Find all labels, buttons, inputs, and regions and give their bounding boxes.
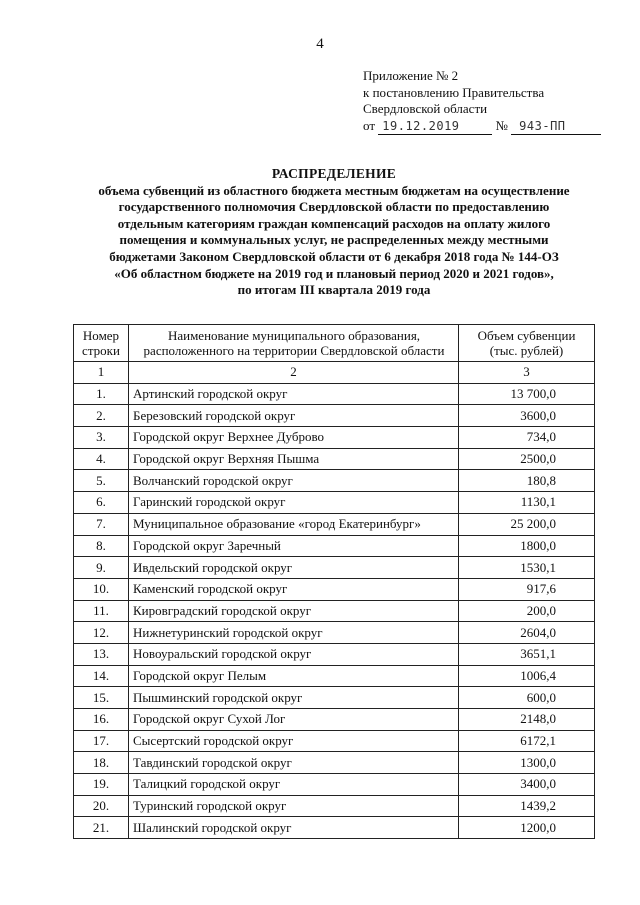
subsidy-amount-cell: 1006,4 bbox=[459, 665, 595, 687]
table-row bbox=[74, 687, 595, 709]
subsidy-amount-cell: 2500,0 bbox=[459, 448, 595, 470]
municipality-cell: Городской округ Верхняя Пышма bbox=[129, 448, 459, 470]
row-number-cell: 20. bbox=[74, 795, 129, 817]
header-row-number bbox=[74, 325, 129, 362]
subsidy-amount-cell: 1530,1 bbox=[459, 557, 595, 579]
subsidy-amount-cell: 3651,1 bbox=[459, 643, 595, 665]
subsidy-amount-cell: 1800,0 bbox=[459, 535, 595, 557]
title-heading: РАСПРЕДЕЛЕНИЕ bbox=[271, 166, 397, 181]
municipality-cell: Кировградский городской округ bbox=[129, 600, 459, 622]
row-number-cell: 21. bbox=[74, 817, 129, 839]
municipality-cell: Каменский городской округ bbox=[129, 578, 459, 600]
subsidy-amount-cell: 180,8 bbox=[459, 470, 595, 492]
table-row bbox=[74, 535, 595, 557]
municipality-cell: Нижнетуринский городской округ bbox=[129, 622, 459, 644]
header-text: строки bbox=[82, 343, 120, 358]
subsidy-amount-cell: 3600,0 bbox=[459, 405, 595, 427]
table-row bbox=[74, 622, 595, 644]
subsidy-amount-cell: 13 700,0 bbox=[459, 383, 595, 405]
table-row bbox=[74, 427, 595, 449]
row-number-cell: 18. bbox=[74, 752, 129, 774]
number-prefix: № bbox=[495, 117, 508, 133]
row-number-cell: 5. bbox=[74, 470, 129, 492]
title-line: объема субвенций из областного бюджета местным бюджетам на осуществление bbox=[98, 182, 570, 198]
subsidy-table bbox=[73, 324, 595, 839]
row-number-cell: 15. bbox=[74, 687, 129, 709]
row-number-cell: 11. bbox=[74, 600, 129, 622]
subsidy-amount-cell: 600,0 bbox=[459, 687, 595, 709]
row-number-cell: 6. bbox=[74, 492, 129, 514]
municipality-cell: Шалинский городской округ bbox=[129, 817, 459, 839]
table-row bbox=[74, 730, 595, 752]
appendix-line-2: к постановлению Правительства bbox=[363, 84, 545, 100]
page-number: 4 bbox=[316, 36, 324, 52]
header-text: (тыс. рублей) bbox=[489, 343, 564, 358]
table-row bbox=[74, 600, 595, 622]
column-number: 1 bbox=[74, 362, 129, 384]
row-number-cell: 3. bbox=[74, 427, 129, 449]
row-number-cell: 1. bbox=[74, 383, 129, 405]
table-row bbox=[74, 448, 595, 470]
municipality-cell: Городской округ Пелым bbox=[129, 665, 459, 687]
municipality-cell: Новоуральский городской округ bbox=[129, 643, 459, 665]
table-row bbox=[74, 817, 595, 839]
table-row bbox=[74, 774, 595, 796]
header-text: расположенного на территории Свердловской области bbox=[143, 343, 445, 358]
table-row bbox=[74, 795, 595, 817]
title-line: «Об областном бюджете на 2019 год и плановый период 2020 и 2021 годов», bbox=[114, 265, 554, 281]
subsidy-amount-cell: 2148,0 bbox=[459, 709, 595, 731]
municipality-cell: Городской округ Сухой Лог bbox=[129, 709, 459, 731]
table-row bbox=[74, 383, 595, 405]
municipality-cell: Пышминский городской округ bbox=[129, 687, 459, 709]
appendix-line-1: Приложение № 2 bbox=[363, 68, 459, 83]
municipality-cell: Талицкий городской округ bbox=[129, 774, 459, 796]
title-line: по итогам III квартала 2019 года bbox=[237, 282, 431, 298]
municipality-cell: Сысертский городской округ bbox=[129, 730, 459, 752]
appendix-block bbox=[363, 68, 601, 135]
subsidy-amount-cell: 6172,1 bbox=[459, 730, 595, 752]
subsidy-amount-cell: 1130,1 bbox=[459, 492, 595, 514]
municipality-cell: Муниципальное образование «город Екатеринбург» bbox=[129, 513, 459, 535]
header-text: Наименование муниципального образования, bbox=[167, 328, 421, 343]
municipality-cell: Городской округ Верхнее Дуброво bbox=[129, 427, 459, 449]
subsidy-amount-cell: 3400,0 bbox=[459, 774, 595, 796]
resolution-number: 943-ПП bbox=[511, 118, 601, 136]
table-body bbox=[74, 362, 595, 839]
table-row bbox=[74, 643, 595, 665]
municipality-cell: Волчанский городской округ bbox=[129, 470, 459, 492]
row-number-cell: 12. bbox=[74, 622, 129, 644]
row-number-cell: 14. bbox=[74, 665, 129, 687]
date-prefix: от bbox=[363, 117, 376, 133]
table-row bbox=[74, 557, 595, 579]
table-row bbox=[74, 665, 595, 687]
table-row bbox=[74, 470, 595, 492]
header-text: Номер bbox=[82, 328, 120, 343]
municipality-cell: Городской округ Заречный bbox=[129, 535, 459, 557]
title-line: бюджетами Законом Свердловской области от 6 декабря 2018 года № 144-ОЗ bbox=[109, 248, 559, 264]
row-number-cell: 2. bbox=[74, 405, 129, 427]
row-number-cell: 9. bbox=[74, 557, 129, 579]
title-line: отдельным категориям граждан компенсаций расходов на оплату жилого bbox=[117, 215, 551, 231]
resolution-date: 19.12.2019 bbox=[378, 118, 492, 136]
column-number-row bbox=[74, 362, 595, 384]
header-municipality bbox=[129, 325, 459, 362]
column-number: 2 bbox=[129, 362, 459, 384]
header-subsidy-amount bbox=[459, 325, 595, 362]
row-number-cell: 13. bbox=[74, 643, 129, 665]
table-header-row bbox=[74, 325, 595, 362]
table-row bbox=[74, 405, 595, 427]
municipality-cell: Туринский городской округ bbox=[129, 795, 459, 817]
municipality-cell: Артинский городской округ bbox=[129, 383, 459, 405]
subsidy-amount-cell: 734,0 bbox=[459, 427, 595, 449]
appendix-date-line bbox=[363, 118, 601, 136]
municipality-cell: Ивдельский городской округ bbox=[129, 557, 459, 579]
municipality-cell: Березовский городской округ bbox=[129, 405, 459, 427]
subsidy-amount-cell: 2604,0 bbox=[459, 622, 595, 644]
table-row bbox=[74, 492, 595, 514]
row-number-cell: 17. bbox=[74, 730, 129, 752]
row-number-cell: 8. bbox=[74, 535, 129, 557]
table-row bbox=[74, 513, 595, 535]
row-number-cell: 10. bbox=[74, 578, 129, 600]
title-line: помещения и коммунальных услуг, не распределенных между местными bbox=[119, 232, 549, 248]
appendix-line-3: Свердловской области bbox=[363, 101, 488, 116]
row-number-cell: 16. bbox=[74, 709, 129, 731]
municipality-cell: Тавдинский городской округ bbox=[129, 752, 459, 774]
header-text: Объем субвенции bbox=[477, 328, 576, 343]
subsidy-amount-cell: 1439,2 bbox=[459, 795, 595, 817]
subsidy-amount-cell: 917,6 bbox=[459, 578, 595, 600]
row-number-cell: 4. bbox=[74, 448, 129, 470]
row-number-cell: 19. bbox=[74, 774, 129, 796]
document-title bbox=[70, 166, 598, 299]
row-number-cell: 7. bbox=[74, 513, 129, 535]
subsidy-amount-cell: 200,0 bbox=[459, 600, 595, 622]
table-row bbox=[74, 709, 595, 731]
subsidy-amount-cell: 25 200,0 bbox=[459, 513, 595, 535]
column-number: 3 bbox=[459, 362, 595, 384]
subsidy-amount-cell: 1300,0 bbox=[459, 752, 595, 774]
table-row bbox=[74, 752, 595, 774]
table-row bbox=[74, 578, 595, 600]
subsidy-amount-cell: 1200,0 bbox=[459, 817, 595, 839]
municipality-cell: Гаринский городской округ bbox=[129, 492, 459, 514]
title-line: государственного полномочия Свердловской области по предоставлению bbox=[118, 199, 550, 215]
